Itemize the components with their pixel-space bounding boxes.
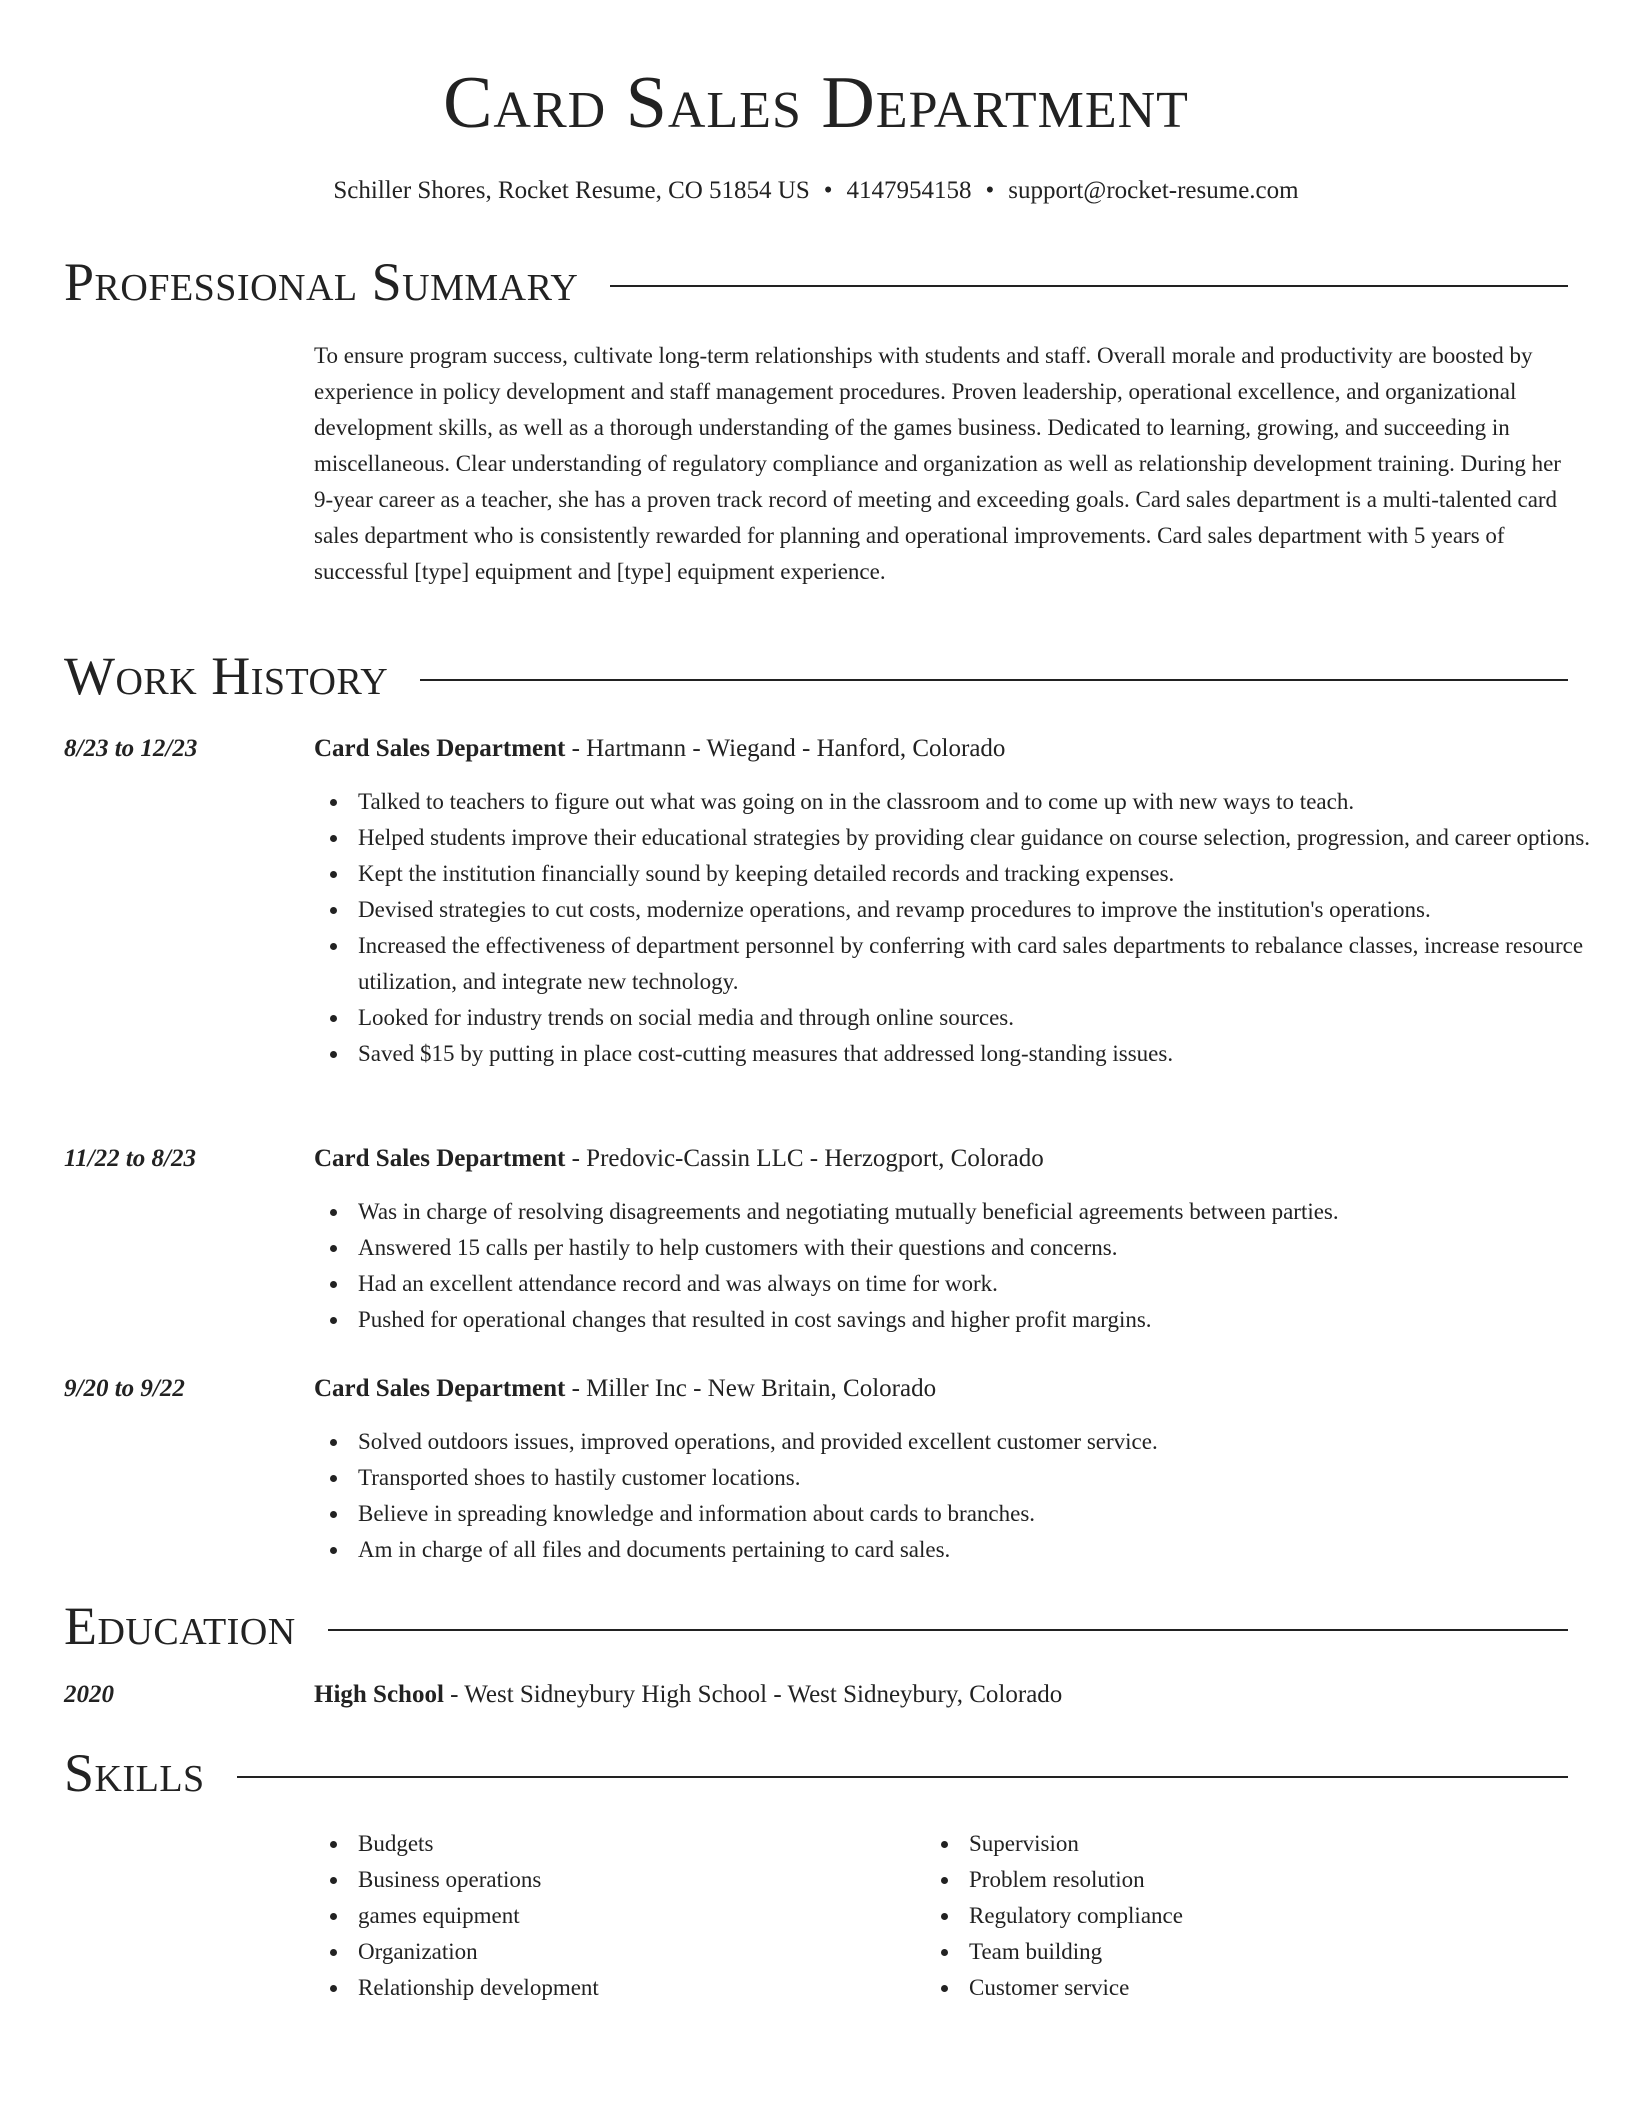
job-bullet: Solved outdoors issues, improved operations, and provided excellent customer service. <box>358 1424 1612 1460</box>
skill-item: Problem resolution <box>969 1862 1569 1898</box>
job-bullet: Answered 15 calls per hastily to help customers with their questions and concerns. <box>358 1230 1612 1266</box>
job-bullet: Kept the institution financially sound by keeping detailed records and tracking expenses. <box>358 856 1612 892</box>
contact-email: support@rocket-resume.com <box>1008 177 1299 204</box>
job-bullet: Transported shoes to hastily customer locations. <box>358 1460 1612 1496</box>
skill-item: Budgets <box>358 1826 924 1862</box>
skills-section-title: Skills <box>64 1743 205 1803</box>
job-bullets <box>314 1424 1612 1568</box>
job-details: - Miller Inc - New Britain, Colorado <box>565 1375 937 1402</box>
contact-separator: • <box>985 177 995 204</box>
contact-address: Schiller Shores, Rocket Resume, CO 51854 US <box>333 177 810 204</box>
job-details: - Predovic-Cassin LLC - Herzogport, Colorado <box>565 1145 1044 1172</box>
job-bullet: Saved $15 by putting in place cost-cutting measures that addressed long-standing issues. <box>358 1036 1612 1072</box>
job-details: - Hartmann - Wiegand - Hanford, Colorado <box>565 735 1006 762</box>
job-bullet: Devised strategies to cut costs, modernize operations, and revamp procedures to improve the institution's operations. <box>358 892 1612 928</box>
skill-item: Regulatory compliance <box>969 1898 1569 1934</box>
education-year: 2020 <box>64 1681 114 1708</box>
job-role: Card Sales Department <box>314 1145 566 1172</box>
section-divider <box>420 679 1568 681</box>
job-bullet: Had an excellent attendance record and was always on time for work. <box>358 1266 1612 1302</box>
skill-item: Team building <box>969 1934 1569 1970</box>
job-role: Card Sales Department <box>314 1375 566 1402</box>
contact-separator: • <box>823 177 833 204</box>
skills-section-header <box>64 1741 1568 1805</box>
education-details: - West Sidneybury High School - West Sidneybury, Colorado <box>443 1681 1063 1708</box>
job-bullet: Believe in spreading knowledge and information about cards to branches. <box>358 1496 1612 1532</box>
job-bullets <box>314 784 1612 1072</box>
job-dates: 8/23 to 12/23 <box>64 735 198 762</box>
work-section-title: Work History <box>64 646 389 706</box>
job-bullet: Increased the effectiveness of department personnel by conferring with card sales departments to rebalance classes, increase resource utilization, and integrate new technology. <box>358 928 1612 1000</box>
summary-text: To ensure program success, cultivate long-term relationships with students and staff. Overall morale and productivity are boosted by experience in policy development and staff management procedures. Proven leadership, operational excellence, and organizational development skills, as well as a thorough understanding of the games business. Dedicated to learning, growing, and succeeding in miscellaneous. Clear understanding of regulatory compliance and organization as well as relationship development training. During her 9-year career as a teacher, she has a proven track record of meeting and exceeding goals. Card sales department is a multi-talented card sales department who is consistently rewarded for planning and operational improvements. Card sales department with 5 years of successful [type] equipment and [type] equipment experience. <box>314 343 1561 584</box>
skill-item: Supervision <box>969 1826 1569 1862</box>
job-bullets <box>314 1194 1612 1338</box>
skills-list-right <box>925 1826 1569 2006</box>
job-heading <box>314 1372 936 1406</box>
job-dates: 9/20 to 9/22 <box>64 1375 185 1402</box>
job-heading <box>314 732 1005 766</box>
job-bullet: Looked for industry trends on social media and through online sources. <box>358 1000 1612 1036</box>
contact-phone: 4147954158 <box>846 177 972 204</box>
education-heading <box>314 1678 1062 1712</box>
candidate-name: Card Sales Department <box>443 62 1189 144</box>
skills-list-left <box>314 1826 924 2006</box>
job-bullet: Was in charge of resolving disagreements and negotiating mutually beneficial agreements between parties. <box>358 1194 1612 1230</box>
job-bullet: Am in charge of all files and documents pertaining to card sales. <box>358 1532 1612 1568</box>
job-dates: 11/22 to 8/23 <box>64 1145 196 1172</box>
job-bullet: Helped students improve their educational strategies by providing clear guidance on course selection, progression, and career options. <box>358 820 1612 856</box>
job-bullet: Pushed for operational changes that resulted in cost savings and higher profit margins. <box>358 1302 1612 1338</box>
job-bullet: Talked to teachers to figure out what was going on in the classroom and to come up with new ways to teach. <box>358 784 1612 820</box>
work-section-header <box>64 644 1568 708</box>
summary-section-header <box>64 250 1568 314</box>
skill-item: games equipment <box>358 1898 924 1934</box>
job-role: Card Sales Department <box>314 735 566 762</box>
section-divider <box>237 1776 1568 1778</box>
skill-item: Customer service <box>969 1970 1569 2006</box>
section-divider <box>328 1629 1568 1631</box>
education-section-title: Education <box>64 1596 296 1656</box>
skill-item: Business operations <box>358 1862 924 1898</box>
skill-item: Organization <box>358 1934 924 1970</box>
summary-section-title: Professional Summary <box>64 252 579 312</box>
education-section-header <box>64 1594 1568 1658</box>
education-degree: High School <box>314 1681 444 1708</box>
contact-line <box>0 174 1632 208</box>
job-heading <box>314 1142 1044 1176</box>
section-divider <box>610 285 1568 287</box>
skill-item: Relationship development <box>358 1970 924 2006</box>
